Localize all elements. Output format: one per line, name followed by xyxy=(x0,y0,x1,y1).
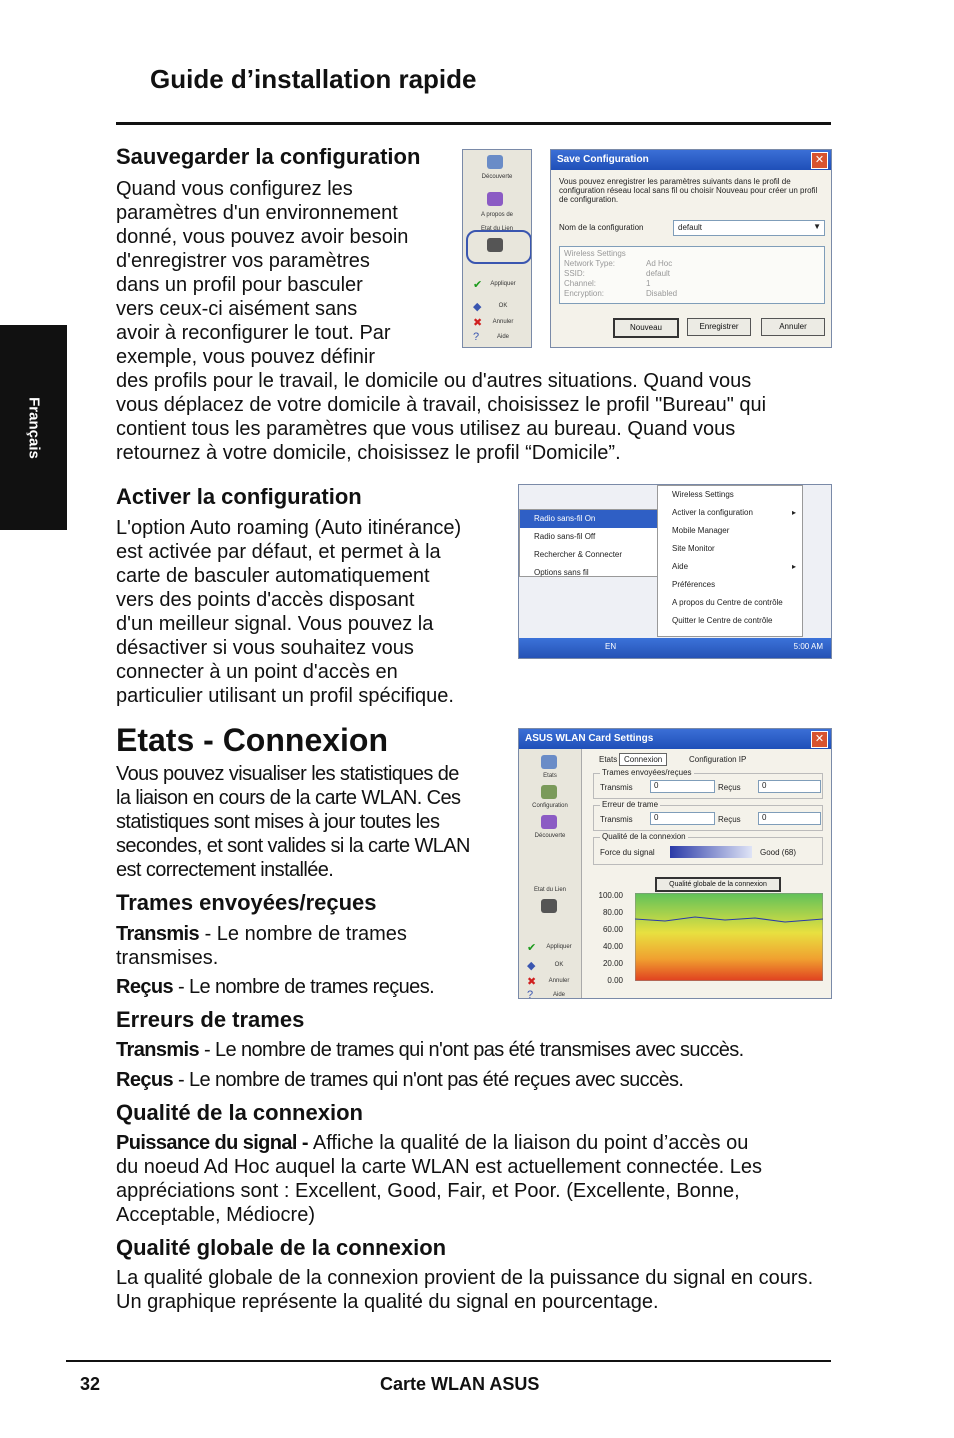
text-line: L'option Auto roaming (Auto itinérance) xyxy=(116,517,462,539)
discovery-icon[interactable] xyxy=(541,815,557,829)
language-side-tab xyxy=(0,325,67,530)
help-icon: ? xyxy=(473,331,480,343)
menu-item-radio-on[interactable]: Radio sans-fil On xyxy=(520,510,658,528)
y-tick-label: 0.00 xyxy=(607,976,623,985)
term-desc: Affiche la qualité de la liaison du point d’accès ou xyxy=(312,1132,749,1154)
menu-item-search-connect[interactable]: Rechercher & Connecter xyxy=(534,550,623,559)
sidebar-label[interactable]: Appliquer xyxy=(490,281,516,287)
frames-text xyxy=(116,922,506,970)
setting-key: Channel: xyxy=(564,279,597,288)
received-errors-value: 0 xyxy=(758,812,821,825)
received-value: 0 xyxy=(758,780,821,793)
link-quality-group xyxy=(593,832,823,865)
config-icon[interactable] xyxy=(541,785,557,799)
text-line: est activée par défaut, et permet à la xyxy=(116,541,441,563)
text-line: retournez à votre domicile, choisissez le profil “Domicile”. xyxy=(116,442,621,464)
text-line: contient tous les paramètres que vous utilisez au bureau. Quand vous xyxy=(116,418,736,440)
tray-left-menu xyxy=(519,509,659,577)
page-number: 32 xyxy=(80,1374,101,1394)
taskbar-clock: 5:00 AM xyxy=(793,642,823,651)
tray-menu-screenshot xyxy=(518,484,832,659)
config-name-value: default xyxy=(678,223,703,232)
text-line: d'un meilleur signal. Vous pouvez la xyxy=(116,613,434,635)
text-line: Acceptable, Médiocre) xyxy=(116,1204,315,1226)
chevron-down-icon: ▼ xyxy=(813,222,821,231)
language-label: Français xyxy=(25,396,42,459)
save-config-sidebar-screenshot xyxy=(462,149,532,348)
status-sidebar xyxy=(519,749,582,998)
signal-strength-value: Good (68) xyxy=(760,848,797,857)
text-line: vous déplacez de votre domicile à travail, choisissez le profil "Bureau" qui xyxy=(116,394,767,416)
sidebar-label[interactable]: OK xyxy=(554,962,564,968)
term-desc: - Le nombre de trames qui n'ont pas été reçues avec succès. xyxy=(173,1069,684,1091)
sidebar-label: Etat du Lien xyxy=(480,226,514,232)
sidebar-label: A propos de xyxy=(480,212,514,218)
ok-icon: ◆ xyxy=(473,301,482,313)
term-bold: Transmis xyxy=(116,923,200,945)
text-line: appréciations sont : Excellent, Good, Fair, et Poor. (Excellente, Bonne, xyxy=(116,1180,740,1202)
ok-icon: ◆ xyxy=(527,960,536,972)
text-line: d'enregistrer vos paramètres xyxy=(116,250,370,272)
sidebar-label: Découverte xyxy=(534,833,566,839)
setting-key: Encryption: xyxy=(564,289,605,298)
transmitted-errors-value: 0 xyxy=(650,812,715,825)
group-label: Qualité de la connexion xyxy=(602,832,686,841)
received-line xyxy=(116,975,434,999)
menu-item-wireless-options[interactable]: Options sans fil xyxy=(534,568,589,577)
group-label: Erreur de trame xyxy=(602,800,659,809)
section-heading-frames: Trames envoyées/reçues xyxy=(116,890,377,915)
received-label: Reçus xyxy=(718,783,741,792)
dialog-title: Save Configuration xyxy=(557,154,649,165)
term-bold: Puissance du signal - xyxy=(116,1132,313,1154)
wireless-settings-list xyxy=(559,246,825,304)
link-quality-text xyxy=(116,1131,836,1227)
overall-quality-text xyxy=(116,1266,846,1314)
dialog-titlebar xyxy=(519,729,831,749)
text-line: dans un profil pour basculer xyxy=(116,274,363,296)
wlan-card-settings-dialog xyxy=(518,728,832,999)
link-status-icon[interactable] xyxy=(541,899,557,913)
term-desc: - Le nombre de trames xyxy=(199,923,407,945)
about-icon xyxy=(487,192,503,206)
text-line: carte de basculer automatiquement xyxy=(116,565,430,587)
sidebar-label[interactable]: Appliquer xyxy=(546,944,572,950)
setting-key: SSID: xyxy=(564,269,585,278)
group-label: Trames envoyées/reçues xyxy=(602,768,692,777)
errors-received-line xyxy=(116,1068,683,1092)
section-heading-link-quality: Qualité de la connexion xyxy=(116,1100,363,1125)
sidebar-label: Configuration xyxy=(532,803,568,809)
quality-chart xyxy=(635,893,823,981)
discovery-icon xyxy=(487,155,503,169)
text-line: est correctement installée. xyxy=(116,859,334,881)
help-icon: ? xyxy=(527,989,534,999)
menu-item-label: Aide xyxy=(672,562,689,571)
save-config-text-narrow xyxy=(116,177,446,369)
term-desc: - Le nombre de trames qui n'ont pas été transmises avec succès. xyxy=(199,1039,744,1061)
sidebar-label[interactable]: Aide xyxy=(496,334,509,340)
menu-item-label: Activer la configuration xyxy=(672,508,753,517)
menu-item-radio-off[interactable]: Radio sans-fil Off xyxy=(534,532,596,541)
section-heading-frame-errors: Erreurs de trames xyxy=(116,1007,305,1032)
save-button[interactable]: Enregistrer xyxy=(687,318,751,336)
text-line: des profils pour le travail, le domicile ou d'autres situations. Quand vous xyxy=(116,370,752,392)
text-line: donné, vous pouvez avoir besoin xyxy=(116,226,409,248)
signal-strength-line xyxy=(116,1131,836,1155)
quality-chart-axis xyxy=(589,891,625,991)
text-line: du noeud Ad Hoc auquel la carte WLAN est actuellement connectée. Les xyxy=(116,1156,762,1178)
activate-config-text xyxy=(116,516,496,708)
sidebar-label[interactable]: Aide xyxy=(552,992,565,998)
text-line: connecter à un point d'accès en xyxy=(116,661,398,683)
y-tick-label: 60.00 xyxy=(602,925,623,934)
received-label: Reçus xyxy=(718,815,741,824)
menu-item-mobile-manager[interactable]: Mobile Manager xyxy=(672,526,730,535)
overall-quality-button[interactable]: Qualité globale de la connexion xyxy=(655,877,781,892)
taskbar xyxy=(519,638,831,658)
cancel-button[interactable]: Annuler xyxy=(761,318,825,336)
transmitted-label: Transmis xyxy=(600,815,633,824)
term-bold: Reçus xyxy=(116,1069,174,1091)
text-line: La qualité globale de la connexion provient de la puissance du signal en cours. xyxy=(116,1267,814,1289)
footer-title: Carte WLAN ASUS xyxy=(380,1374,540,1394)
text-line: paramètres d'un environnement xyxy=(116,202,398,224)
tab-status[interactable]: Etats xyxy=(599,755,618,764)
language-indicator[interactable]: EN xyxy=(605,642,617,651)
setting-value: default xyxy=(646,269,671,278)
frames-sent-received-group xyxy=(593,768,823,799)
config-name-label: Nom de la configuration xyxy=(559,223,644,232)
text-line: avoir à reconfigurer le tout. Par xyxy=(116,322,391,344)
chart-background xyxy=(635,893,823,981)
save-config-text-wide xyxy=(116,369,836,465)
chevron-right-icon: ▸ xyxy=(791,562,796,571)
cancel-x-icon: ✖ xyxy=(473,317,483,329)
sidebar-label: Découverte xyxy=(481,174,513,180)
menu-item-site-monitor[interactable]: Site Monitor xyxy=(672,544,715,553)
text-line: secondes, et sont valides si la carte WLAN xyxy=(116,835,470,857)
setting-key: Network Type: xyxy=(564,259,615,268)
text-line: exemple, vous pouvez définir xyxy=(116,346,376,368)
menu-item-quit[interactable]: Quitter le Centre de contrôle xyxy=(672,616,773,625)
dialog-description: Vous pouvez enregistrer les paramètres suivants dans le profil de configuration réseau local sans fil ou choisir Nouveau pour créer un profil de configuration. xyxy=(559,177,818,204)
new-button[interactable]: Nouveau xyxy=(613,318,679,338)
section-heading-save-config: Sauvegarder la configuration xyxy=(116,144,421,169)
status-connection-text xyxy=(116,762,506,882)
sidebar-label[interactable]: OK xyxy=(498,303,508,309)
signal-strength-label: Force du signal xyxy=(600,848,655,857)
close-icon[interactable]: ✕ xyxy=(811,152,828,169)
text-line: vers ceux-ci aisément sans xyxy=(116,298,358,320)
signal-strength-bar xyxy=(670,846,752,858)
y-tick-label: 80.00 xyxy=(602,908,623,917)
apply-check-icon: ✔ xyxy=(527,942,537,954)
transmitted-line xyxy=(116,922,506,946)
text-line: Un graphique représente la qualité du signal en pourcentage. xyxy=(116,1291,659,1313)
sidebar-label[interactable]: Annuler xyxy=(548,978,570,984)
cancel-x-icon: ✖ xyxy=(527,976,537,988)
frame-errors-group xyxy=(593,800,823,831)
close-icon[interactable]: ✕ xyxy=(811,731,828,748)
term-bold: Transmis xyxy=(116,1039,200,1061)
chevron-right-icon: ▸ xyxy=(791,508,796,517)
text-line: Vous pouvez visualiser les statistiques de xyxy=(116,763,459,785)
sidebar-label: Etats xyxy=(543,773,557,779)
y-tick-label: 40.00 xyxy=(602,942,623,951)
footer-rule xyxy=(66,1360,831,1362)
header-rule xyxy=(116,122,831,125)
y-tick-label: 20.00 xyxy=(602,959,623,968)
section-heading-activate-config: Activer la configuration xyxy=(116,484,362,509)
sidebar-label[interactable]: Annuler xyxy=(492,319,514,325)
setting-value: Disabled xyxy=(646,289,678,298)
tray-right-menu xyxy=(657,485,803,637)
text-line: désactiver si vous souhaitez vous xyxy=(116,637,414,659)
term-desc: - Le nombre de trames reçues. xyxy=(173,976,435,998)
text-line: la liaison en cours de la carte WLAN. Ces xyxy=(116,787,461,809)
tab-connection[interactable]: Connexion xyxy=(619,753,667,766)
menu-item-about[interactable]: A propos du Centre de contrôle xyxy=(672,598,783,607)
apply-check-icon: ✔ xyxy=(473,279,483,291)
menu-item-help[interactable] xyxy=(658,558,802,576)
link-status-icon[interactable] xyxy=(487,238,503,252)
settings-label: Wireless Settings xyxy=(564,249,626,258)
transmitted-label: Transmis xyxy=(600,783,633,792)
dialog-title: ASUS WLAN Card Settings xyxy=(525,733,654,744)
text-line: particulier utilisant un profil spécifique. xyxy=(116,685,454,707)
menu-item-preferences[interactable]: Préférences xyxy=(672,580,716,589)
menu-item-wireless-settings[interactable]: Wireless Settings xyxy=(672,490,734,499)
term-bold: Reçus xyxy=(116,976,174,998)
dialog-titlebar xyxy=(551,150,831,170)
setting-value: Ad Hoc xyxy=(646,259,673,268)
status-icon[interactable] xyxy=(541,755,557,769)
setting-value: 1 xyxy=(646,279,651,288)
page-header-title: Guide d’installation rapide xyxy=(150,64,477,94)
text-line: Quand vous configurez les xyxy=(116,178,353,200)
text-line: vers des points d'accès disposant xyxy=(116,589,415,611)
text-line: statistiques sont mises à jour toutes les xyxy=(116,811,440,833)
text-line: transmises. xyxy=(116,947,219,969)
save-config-dialog xyxy=(550,149,832,348)
menu-item-activate-config[interactable] xyxy=(658,504,802,522)
sidebar-label: Etat du Lien xyxy=(533,887,567,893)
section-heading-status-connection: Etats - Connexion xyxy=(116,722,389,758)
y-tick-label: 100.00 xyxy=(598,891,623,900)
tab-ip-config[interactable]: Configuration IP xyxy=(689,755,747,764)
section-heading-overall-quality: Qualité globale de la connexion xyxy=(116,1235,447,1260)
transmitted-value: 0 xyxy=(650,780,715,793)
config-name-combobox[interactable] xyxy=(673,220,825,236)
errors-transmitted-line xyxy=(116,1038,744,1062)
